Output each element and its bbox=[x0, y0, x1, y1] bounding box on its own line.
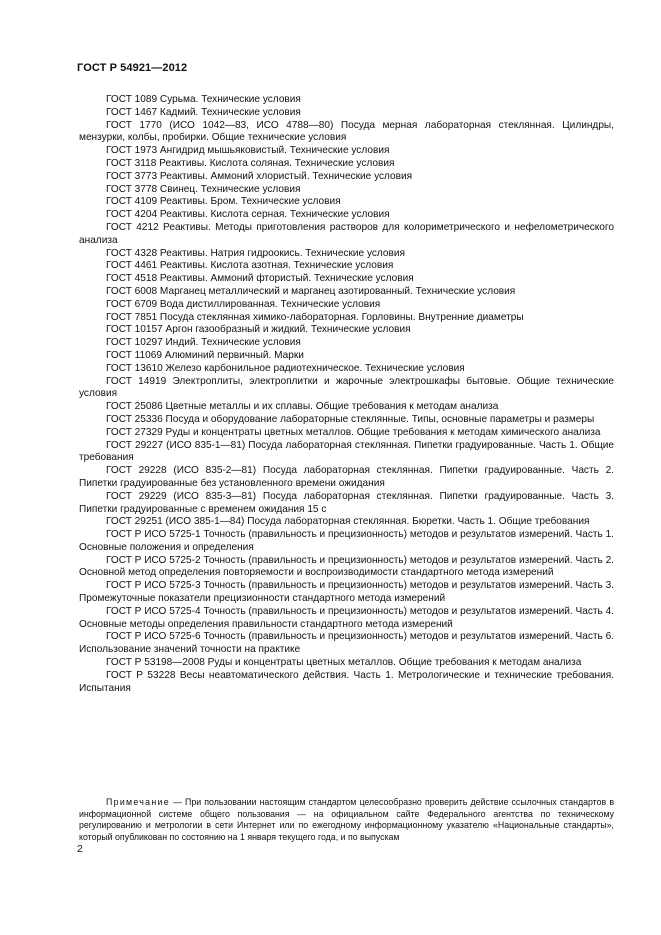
note-label: Примечание bbox=[106, 797, 170, 807]
reference-item: ГОСТ Р 53228 Весы неавтоматического действия. Часть 1. Метрологические и технические требования. Испытания bbox=[79, 669, 614, 694]
reference-item: ГОСТ Р 53198—2008 Руды и концентраты цветных металлов. Общие требования к методам анализа bbox=[106, 657, 582, 669]
page-number: 2 bbox=[77, 843, 83, 855]
reference-item: ГОСТ 4461 Реактивы. Кислота азотная. Технические условия bbox=[106, 260, 394, 272]
reference-item: ГОСТ 7851 Посуда стеклянная химико-лабораторная. Горловины. Внутренние диаметры bbox=[106, 311, 524, 323]
reference-item: ГОСТ 25086 Цветные металлы и их сплавы. Общие требования к методам анализа bbox=[106, 401, 499, 413]
reference-item: ГОСТ 11069 Алюминий первичный. Марки bbox=[106, 349, 304, 361]
reference-item: ГОСТ 4518 Реактивы. Аммоний фтористый. Технические условия bbox=[106, 273, 414, 285]
reference-item: ГОСТ Р ИСО 5725-4 Точность (правильность и прецизионность) методов и результатов измерений. Часть 4. Основные методы определения правильности стандартного метода измерений bbox=[79, 605, 614, 630]
reference-item: ГОСТ 4212 Реактивы. Методы приготовления растворов для колориметрического и нефелометрического анализа bbox=[79, 221, 614, 246]
reference-item: ГОСТ Р ИСО 5725-1 Точность (правильность и прецизионность) методов и результатов измерений. Часть 1. Основные положения и определения bbox=[79, 529, 614, 553]
reference-item: ГОСТ 25336 Посуда и оборудование лабораторные стеклянные. Типы, основные параметры и размеры bbox=[106, 413, 595, 425]
document-header: ГОСТ Р 54921—2012 bbox=[77, 62, 188, 74]
reference-item: ГОСТ 1973 Ангидрид мышьяковистый. Технические условия bbox=[106, 145, 390, 157]
reference-item: ГОСТ 29227 (ИСО 835-1—81) Посуда лабораторная стеклянная. Пипетки градуированные. Часть 1. Общие требования bbox=[79, 439, 614, 464]
reference-item: ГОСТ 10297 Индий. Технические условия bbox=[106, 337, 301, 349]
normative-references-list bbox=[79, 94, 614, 695]
reference-item: ГОСТ 10157 Аргон газообразный и жидкий. Технические условия bbox=[106, 324, 411, 336]
reference-item: ГОСТ 1770 (ИСО 1042—83, ИСО 4788—80) Посуда мерная лабораторная стеклянная. Цилиндры, мензурки, колбы, пробирки. Общие технические условия bbox=[79, 119, 614, 144]
reference-item: ГОСТ 4204 Реактивы. Кислота серная. Технические условия bbox=[106, 209, 390, 221]
reference-item: ГОСТ 29251 (ИСО 385-1—84) Посуда лабораторная стеклянная. Бюретки. Часть 1. Общие требования bbox=[106, 516, 590, 528]
reference-item: ГОСТ 1467 Кадмий. Технические условия bbox=[106, 106, 301, 118]
reference-item: ГОСТ 3773 Реактивы. Аммоний хлористый. Технические условия bbox=[106, 170, 413, 182]
reference-item: ГОСТ 29229 (ИСО 835-3—81) Посуда лабораторная стеклянная. Пипетки градуированные. Часть 3. Пипетки градуированные с временем ожидания 15 с bbox=[79, 490, 614, 515]
reference-item: ГОСТ 4328 Реактивы. Натрия гидроокись. Технические условия bbox=[106, 247, 406, 259]
reference-item: ГОСТ 3778 Свинец. Технические условия bbox=[106, 183, 301, 195]
reference-item: ГОСТ 3118 Реактивы. Кислота соляная. Технические условия bbox=[106, 157, 395, 169]
note-text: — При пользовании настоящим стандартом целесообразно проверить действие ссылочных стандартов в информационной системе общего пользования — на официальном сайте Федерального агентства по техническому регулированию и метрологии в сети Интернет или по ежегодному информационному указателю «Национальные стандарты», который опубликован по состоянию на 1 января текущего года, и по выпускам bbox=[79, 797, 614, 842]
note-paragraph bbox=[79, 797, 614, 843]
reference-item: ГОСТ 29228 (ИСО 835-2—81) Посуда лабораторная стеклянная. Пипетки градуированные. Часть 2. Пипетки градуированные без установленного времени ожидания bbox=[79, 465, 614, 489]
reference-item: ГОСТ 27329 Руды и концентраты цветных металлов. Общие требования к методам химического анализа bbox=[106, 426, 601, 438]
reference-item: ГОСТ 6709 Вода дистиллированная. Технические условия bbox=[106, 298, 381, 310]
reference-item: ГОСТ 13610 Железо карбонильное радиотехническое. Технические условия bbox=[106, 362, 465, 374]
reference-item: ГОСТ 14919 Электроплиты, электроплитки и жарочные электрошкафы бытовые. Общие технические условия bbox=[79, 375, 614, 400]
reference-item: ГОСТ Р ИСО 5725-6 Точность (правильность и прецизионность) методов и результатов измерений. Часть 6. Использование значений точности на практике bbox=[79, 631, 614, 656]
reference-item: ГОСТ 1089 Сурьма. Технические условия bbox=[106, 94, 301, 105]
reference-item: ГОСТ Р ИСО 5725-2 Точность (правильность и прецизионность) методов и результатов измерений. Часть 2. Основной метод определения повторяемости и воспроизводимости стандартного метода измерений bbox=[79, 554, 614, 579]
reference-item: ГОСТ Р ИСО 5725-3 Точность (правильность и прецизионность) методов и результатов измерений. Часть 3. Промежуточные показатели прецизионности стандартного метода измерений bbox=[79, 580, 614, 605]
reference-item: ГОСТ 4109 Реактивы. Бром. Технические условия bbox=[106, 196, 341, 208]
reference-item: ГОСТ 6008 Марганец металлический и марганец азотированный. Технические условия bbox=[106, 285, 516, 297]
